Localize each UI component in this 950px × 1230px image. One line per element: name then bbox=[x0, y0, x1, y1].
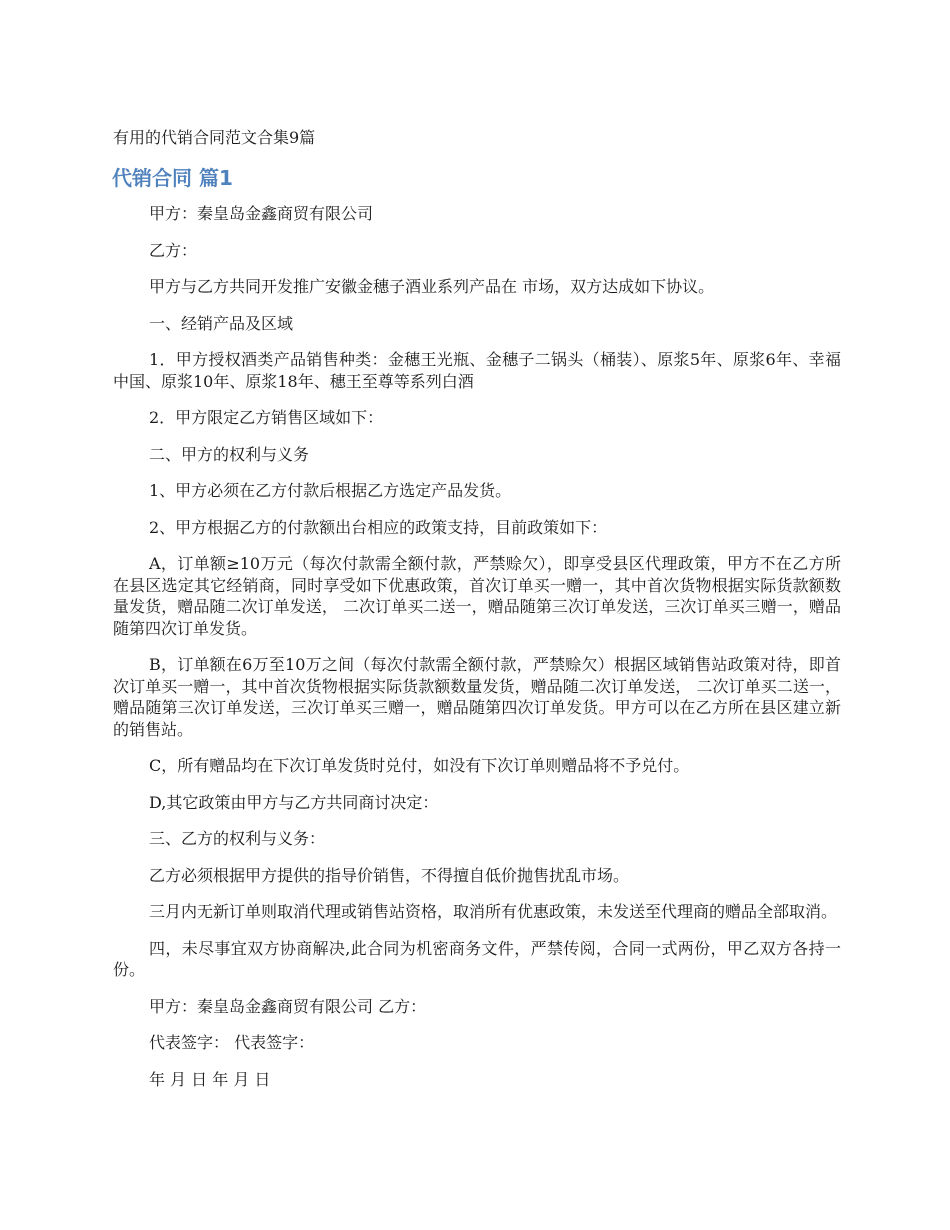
policy-d: D,其它政策由甲方与乙方共同商讨决定： bbox=[149, 792, 439, 812]
policy-c: C，所有赠品均在下次订单发货时兑付，如没有下次订单则赠品将不予兑付。 bbox=[149, 756, 690, 775]
clause-heading-1: 一、经销产品及区域 bbox=[149, 313, 294, 333]
signature-date: 年 月 日 年 月 日 bbox=[149, 1069, 271, 1089]
contract-body bbox=[113, 203, 841, 1090]
clause-2-item-1: 1、甲方必须在乙方付款后根据乙方选定产品发货。 bbox=[149, 481, 512, 500]
clause-1-item-2: 2．甲方限定乙方销售区域如下： bbox=[149, 408, 384, 427]
signature-representatives: 代表签字： 代表签字： bbox=[149, 1033, 315, 1052]
clause-3-item-2: 三月内无新订单则取消代理或销售站资格，取消所有优惠政策，未发送至代理商的赠品全部取消。 bbox=[149, 902, 838, 921]
clause-heading-3: 三、乙方的权利与义务： bbox=[149, 829, 326, 848]
clause-heading-2: 二、甲方的权利与义务 bbox=[149, 444, 310, 464]
document-title: 有用的代销合同范文合集9篇 bbox=[113, 128, 316, 147]
policy-b: B，订单额在6万至10万之间（每次付款需全额付款，严禁赊欠）根据区域销售站政策对待，即首次订单买一赠一，其中首次货物根据实际货款额数量发货，赠品随二次订单发送， 二次订单买二送一，赠品随第三次订单发送，三次订单买三赠一，赠品随第四次订单发货。甲方可以在乙方所在县区建立新的销售站。 bbox=[113, 655, 841, 739]
party-a-line: 甲方：秦皇岛金鑫商贸有限公司 bbox=[149, 204, 374, 223]
clause-3-item-1: 乙方必须根据甲方提供的指导价销售，不得擅自低价抛售扰乱市场。 bbox=[149, 865, 630, 885]
clause-1-item-1: 1．甲方授权酒类产品销售种类：金穗王光瓶、金穗子二锅头（桶装）、原浆5年、原浆6年、幸福中国、原浆10年、原浆18年、穗王至尊等系列白酒 bbox=[113, 350, 841, 391]
signature-parties: 甲方：秦皇岛金鑫商贸有限公司 乙方： bbox=[149, 996, 427, 1016]
clause-2-item-2: 2、甲方根据乙方的付款额出台相应的政策支持，目前政策如下： bbox=[149, 517, 608, 537]
agreement-intro: 甲方与乙方共同开发推广安徽金穗子酒业系列产品在 市场，双方达成如下协议。 bbox=[149, 277, 715, 296]
party-b-line: 乙方： bbox=[149, 240, 198, 260]
section-heading: 代销合同 篇1 bbox=[112, 166, 233, 190]
policy-a: A，订单额≥10万元（每次付款需全额付款，严禁赊欠），即享受县区代理政策，甲方不在乙方所在县区选定其它经销商，同时享受如下优惠政策，首次订单买一赠一，其中首次货物根据实际货款额数量发货，赠品随二次订单发送， 二次订单买二送一，赠品随第三次订单发送，三次订单买三赠一，赠品随第四次订单发货。 bbox=[113, 554, 841, 638]
clause-4: 四，未尽事宜双方协商解决,此合同为机密商务文件，严禁传阅，合同一式两份，甲乙双方各持一份。 bbox=[113, 938, 841, 979]
